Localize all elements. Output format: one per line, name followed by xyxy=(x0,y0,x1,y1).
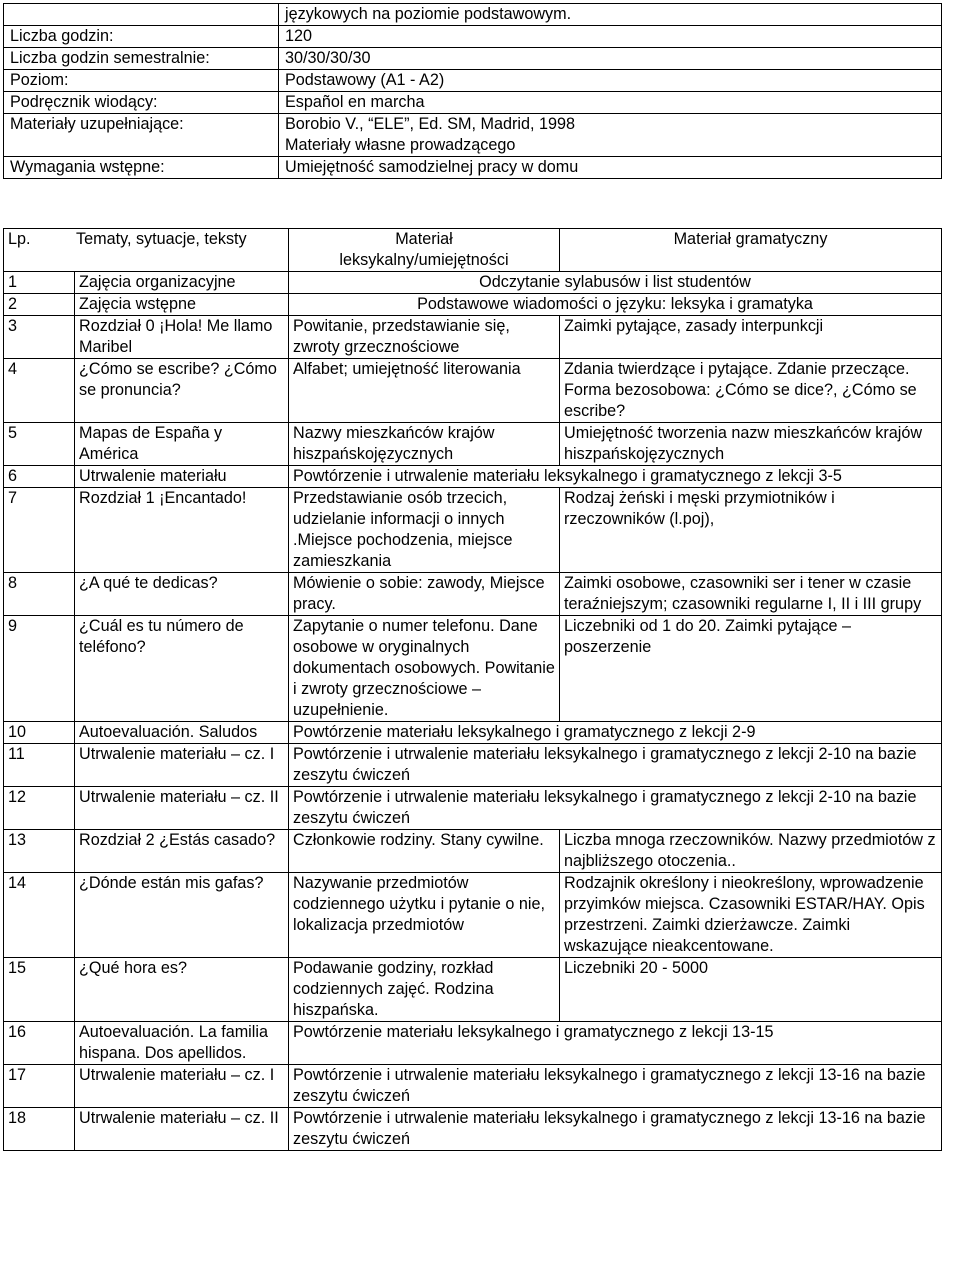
course-info-table xyxy=(3,3,942,179)
table-row xyxy=(4,488,942,573)
info-row xyxy=(4,92,942,114)
info-key: Liczba godzin: xyxy=(4,26,279,48)
row-topic: Utrwalenie materiału – cz. I xyxy=(75,1065,289,1108)
table-row xyxy=(4,466,942,488)
info-row xyxy=(4,48,942,70)
row-topic: ¿A qué te dedicas? xyxy=(75,573,289,616)
row-lexical: Nazwy mieszkańców krajów hiszpańskojęzycznych xyxy=(289,423,560,466)
row-merged-material: Powtórzenie materiału leksykalnego i gramatycznego z lekcji 2-9 xyxy=(289,722,942,744)
table-row xyxy=(4,1108,942,1151)
row-number: 11 xyxy=(4,744,75,787)
row-merged-material: Podstawowe wiadomości o języku: leksyka i gramatyka xyxy=(289,294,942,316)
info-value-line: Materiały własne prowadzącego xyxy=(285,136,516,154)
row-number: 10 xyxy=(4,722,75,744)
info-value: Español en marcha xyxy=(279,92,942,114)
table-row xyxy=(4,1065,942,1108)
row-number: 7 xyxy=(4,488,75,573)
table-row xyxy=(4,830,942,873)
row-grammar: Rodzajnik określony i nieokreślony, wprowadzenie przyimków miejsca. Czasowniki ESTAR/HAY. Opis przestrzeni. Zaimki dzierżawcze. Zaimki wskazujące nieakcentowane. xyxy=(560,873,942,958)
row-merged-material: Powtórzenie i utrwalenie materiału leksykalnego i gramatycznego z lekcji 3-5 xyxy=(289,466,942,488)
table-row xyxy=(4,873,942,958)
row-topic: ¿Cómo se escribe? ¿Cómo se pronuncia? xyxy=(75,359,289,423)
row-grammar: Rodzaj żeński i męski przymiotników i rzeczowników (l.poj), xyxy=(560,488,942,573)
info-value: 120 xyxy=(279,26,942,48)
row-lexical: Mówienie o sobie: zawody, Miejsce pracy. xyxy=(289,573,560,616)
row-merged-material: Powtórzenie i utrwalenie materiału leksykalnego i gramatycznego z lekcji 2-10 na bazie zeszytu ćwiczeń xyxy=(289,787,942,830)
table-header-row xyxy=(4,229,942,272)
row-grammar xyxy=(560,359,942,423)
row-topic: Mapas de España y América xyxy=(75,423,289,466)
header-grammar: Materiał gramatyczny xyxy=(560,229,942,272)
row-number: 5 xyxy=(4,423,75,466)
row-topic: ¿Qué hora es? xyxy=(75,958,289,1022)
table-row xyxy=(4,958,942,1022)
row-number: 15 xyxy=(4,958,75,1022)
row-number: 6 xyxy=(4,466,75,488)
row-topic: Utrwalenie materiału – cz. II xyxy=(75,1108,289,1151)
table-row xyxy=(4,722,942,744)
row-number: 16 xyxy=(4,1022,75,1065)
row-topic: ¿Cuál es tu número de teléfono? xyxy=(75,616,289,722)
row-topic: Autoevaluación. La familia hispana. Dos apellidos. xyxy=(75,1022,289,1065)
table-row xyxy=(4,272,942,294)
header-lexical-line: Materiał xyxy=(395,230,453,248)
row-grammar-line: Forma bezosobowa: ¿Cómo se dice?, ¿Cómo se escribe? xyxy=(564,381,917,420)
row-number: 2 xyxy=(4,294,75,316)
header-topics: Tematy, sytuacje, teksty xyxy=(76,230,247,248)
row-merged-material: Powtórzenie materiału leksykalnego i gramatycznego z lekcji 13-15 xyxy=(289,1022,942,1065)
row-merged-material: Powtórzenie i utrwalenie materiału leksykalnego i gramatycznego z lekcji 13-16 na bazie zeszytu ćwiczeń xyxy=(289,1108,942,1151)
info-key: Wymagania wstępne: xyxy=(4,157,279,179)
row-grammar: Umiejętność tworzenia nazw mieszkańców krajów hiszpańskojęzycznych xyxy=(560,423,942,466)
info-key xyxy=(4,4,279,26)
row-topic: Utrwalenie materiału – cz. I xyxy=(75,744,289,787)
info-key: Poziom: xyxy=(4,70,279,92)
row-grammar: Liczebniki od 1 do 20. Zaimki pytające – poszerzenie xyxy=(560,616,942,722)
info-value: 30/30/30/30 xyxy=(279,48,942,70)
info-row xyxy=(4,157,942,179)
info-row xyxy=(4,4,942,26)
row-topic: Autoevaluación. Saludos xyxy=(75,722,289,744)
info-value: językowych na poziomie podstawowym. xyxy=(279,4,942,26)
row-topic: Rozdział 1 ¡Encantado! xyxy=(75,488,289,573)
row-number: 4 xyxy=(4,359,75,423)
row-topic: Utrwalenie materiału – cz. II xyxy=(75,787,289,830)
table-row xyxy=(4,316,942,359)
header-cell xyxy=(4,229,289,272)
row-merged-material: Odczytanie sylabusów i list studentów xyxy=(289,272,942,294)
table-row xyxy=(4,616,942,722)
row-grammar: Zaimki pytające, zasady interpunkcji xyxy=(560,316,942,359)
header-lp: Lp. xyxy=(8,230,31,248)
row-lexical: Powitanie, przedstawianie się, zwroty grzecznościowe xyxy=(289,316,560,359)
info-row xyxy=(4,70,942,92)
info-row xyxy=(4,114,942,157)
row-lexical: Alfabet; umiejętność literowania xyxy=(289,359,560,423)
row-grammar: Liczba mnoga rzeczowników. Nazwy przedmiotów z najbliższego otoczenia.. xyxy=(560,830,942,873)
row-number: 13 xyxy=(4,830,75,873)
row-merged-material: Powtórzenie i utrwalenie materiału leksykalnego i gramatycznego z lekcji 2-10 na bazie zeszytu ćwiczeń xyxy=(289,744,942,787)
row-topic: Zajęcia wstępne xyxy=(75,294,289,316)
row-number: 3 xyxy=(4,316,75,359)
row-grammar: Liczebniki 20 - 5000 xyxy=(560,958,942,1022)
row-lexical: Przedstawianie osób trzecich, udzielanie informacji o innych .Miejsce pochodzenia, miejsce zamieszkania xyxy=(289,488,560,573)
row-topic: Utrwalenie materiału xyxy=(75,466,289,488)
table-row xyxy=(4,744,942,787)
table-row xyxy=(4,1022,942,1065)
row-number: 14 xyxy=(4,873,75,958)
row-topic: Zajęcia organizacyjne xyxy=(75,272,289,294)
table-row xyxy=(4,423,942,466)
row-merged-material: Powtórzenie i utrwalenie materiału leksykalnego i gramatycznego z lekcji 13-16 na bazie zeszytu ćwiczeń xyxy=(289,1065,942,1108)
row-topic: ¿Dónde están mis gafas? xyxy=(75,873,289,958)
table-row xyxy=(4,573,942,616)
table-row xyxy=(4,359,942,423)
row-number: 18 xyxy=(4,1108,75,1151)
row-number: 12 xyxy=(4,787,75,830)
row-lexical: Nazywanie przedmiotów codziennego użytku i pytanie o nie, lokalizacja przedmiotów xyxy=(289,873,560,958)
row-lexical: Zapytanie o numer telefonu. Dane osobowe w oryginalnych dokumentach osobowych. Powitanie i zwroty grzecznościowe – uzupełnienie. xyxy=(289,616,560,722)
table-row xyxy=(4,787,942,830)
info-row xyxy=(4,26,942,48)
row-number: 1 xyxy=(4,272,75,294)
row-lexical: Podawanie godziny, rozkład codziennych zajęć. Rodzina hiszpańska. xyxy=(289,958,560,1022)
table-row xyxy=(4,294,942,316)
row-number: 8 xyxy=(4,573,75,616)
info-value: Podstawowy (A1 - A2) xyxy=(279,70,942,92)
row-number: 17 xyxy=(4,1065,75,1108)
info-key: Podręcznik wiodący: xyxy=(4,92,279,114)
info-value: Umiejętność samodzielnej pracy w domu xyxy=(279,157,942,179)
syllabus-table xyxy=(3,228,942,1151)
info-value xyxy=(279,114,942,157)
header-lexical xyxy=(289,229,560,272)
info-key: Materiały uzupełniające: xyxy=(4,114,279,157)
row-topic: Rozdział 2 ¿Estás casado? xyxy=(75,830,289,873)
row-grammar-line: Zdania twierdzące i pytające. Zdanie przeczące. xyxy=(564,360,910,378)
info-value-line: Borobio V., “ELE”, Ed. SM, Madrid, 1998 xyxy=(285,115,576,133)
row-number: 9 xyxy=(4,616,75,722)
row-topic: Rozdział 0 ¡Hola! Me llamo Maribel xyxy=(75,316,289,359)
info-key: Liczba godzin semestralnie: xyxy=(4,48,279,70)
header-lexical-line: leksykalny/umiejętności xyxy=(339,251,509,269)
row-lexical: Członkowie rodziny. Stany cywilne. xyxy=(289,830,560,873)
row-grammar: Zaimki osobowe, czasowniki ser i tener w czasie teraźniejszym; czasowniki regularne I, II i III grupy xyxy=(560,573,942,616)
